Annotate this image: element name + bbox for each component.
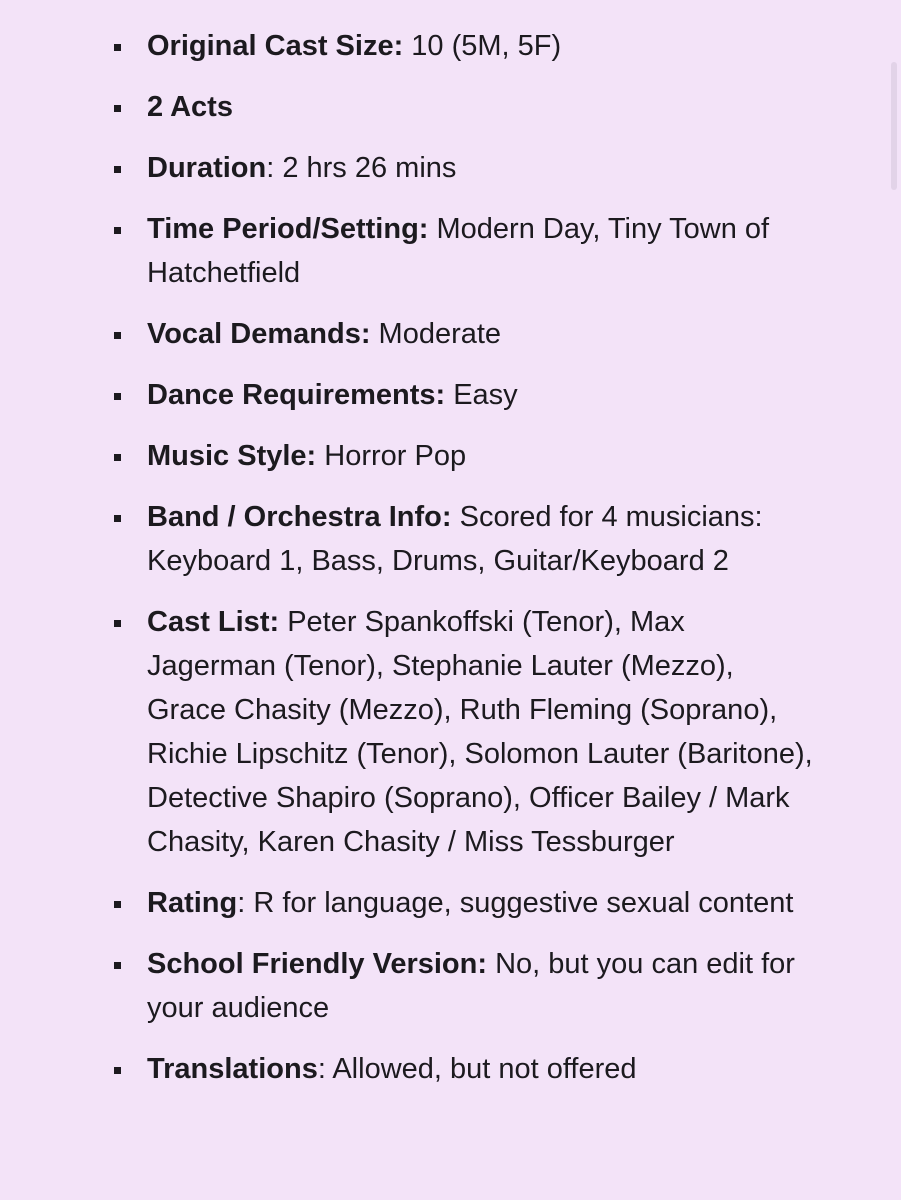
- item-label: Time Period/Setting:: [147, 213, 429, 245]
- list-item: [0, 312, 860, 356]
- bullet-square-icon: [114, 454, 121, 461]
- item-label: Original Cast Size:: [147, 30, 404, 62]
- list-item: [0, 600, 860, 864]
- scrollbar-thumb[interactable]: [891, 62, 897, 190]
- item-value: No, but you can edit for your audience: [147, 948, 795, 1024]
- item-label: Music Style:: [147, 440, 317, 472]
- item-value: : 2 hrs 26 mins: [266, 152, 457, 184]
- item-label: 2 Acts: [147, 91, 233, 123]
- item-label: School Friendly Version:: [147, 948, 488, 980]
- list-item: [0, 495, 860, 583]
- item-value: Peter Spankoffski (Tenor), Max Jagerman (Tenor), Stephanie Lauter (Mezzo), Grace Chasity (Mezzo), Ruth Fleming (Soprano), Richie Lipschitz (Tenor), Solomon Lauter (Baritone), Detective Shapiro (Soprano), Officer Bailey / Mark Chasity, Karen Chasity / Miss Tessburger: [147, 606, 813, 858]
- bullet-square-icon: [114, 105, 121, 112]
- list-item: [0, 373, 860, 417]
- item-value: 10 (5M, 5F): [403, 30, 562, 62]
- bullet-square-icon: [114, 44, 121, 51]
- item-label: Duration: [147, 152, 267, 184]
- list-item: [0, 85, 860, 129]
- item-label: Band / Orchestra Info:: [147, 501, 452, 533]
- item-value: Easy: [445, 379, 518, 411]
- bullet-square-icon: [114, 1067, 121, 1074]
- item-value: Moderate: [370, 318, 502, 350]
- item-value: : R for language, suggestive sexual content: [237, 887, 794, 919]
- list-item: [0, 24, 860, 68]
- list-item: [0, 942, 860, 1030]
- bullet-square-icon: [114, 393, 121, 400]
- item-value: : Allowed, but not offered: [317, 1053, 637, 1085]
- scrollbar[interactable]: [887, 0, 901, 1200]
- item-label: Translations: [147, 1053, 318, 1085]
- bullet-square-icon: [114, 166, 121, 173]
- list-item: [0, 434, 860, 478]
- bullet-square-icon: [114, 515, 121, 522]
- bullet-square-icon: [114, 227, 121, 234]
- list-item: [0, 207, 860, 295]
- item-label: Vocal Demands:: [147, 318, 371, 350]
- item-label: Cast List:: [147, 606, 280, 638]
- bullet-square-icon: [114, 901, 121, 908]
- list-item: [0, 146, 860, 190]
- bullet-square-icon: [114, 620, 121, 627]
- list-item: [0, 1047, 860, 1091]
- item-value: Modern Day, Tiny Town of Hatchetfield: [147, 213, 770, 289]
- bullet-square-icon: [114, 332, 121, 339]
- item-value: Scored for 4 musicians: Keyboard 1, Bass, Drums, Guitar/Keyboard 2: [147, 501, 763, 577]
- list-item: [0, 881, 860, 925]
- show-details-list: [0, 24, 860, 1108]
- bullet-square-icon: [114, 962, 121, 969]
- item-label: Dance Requirements:: [147, 379, 446, 411]
- item-value: Horror Pop: [316, 440, 467, 472]
- item-label: Rating: [147, 887, 238, 919]
